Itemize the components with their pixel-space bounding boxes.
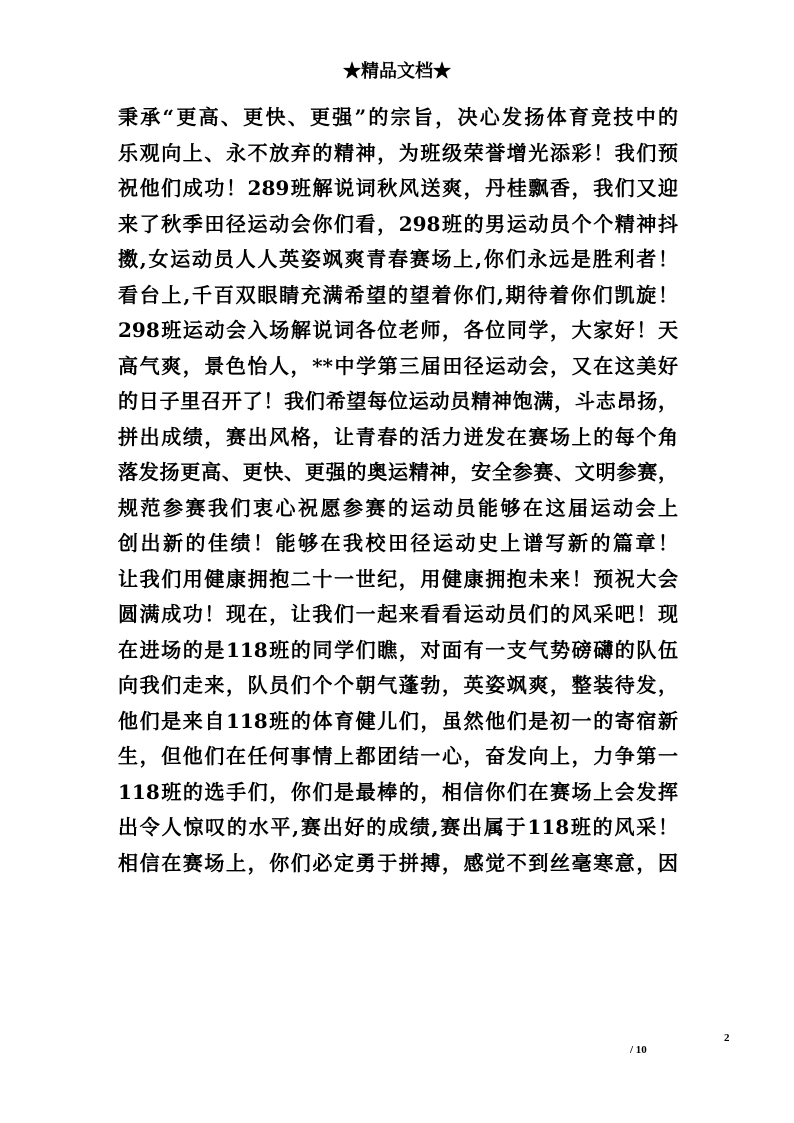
body-line: 向我们走来，队员们个个朝气蓬勃，英姿飒爽，整装待发， [118,673,678,697]
document-header-title: ★精品文档★ [343,61,451,82]
body-line: 298班运动会入场解说词各位老师，各位同学，大家好！天 [118,318,678,342]
body-line: 秉承“更高、更快、更强”的宗旨，决心发扬体育竞技中的 [118,105,678,129]
body-line: 生，但他们在任何事情上都团结一心，奋发向上，力争第一 [118,744,678,768]
body-line: 在进场的是118班的同学们瞧，对面有一支气势磅礴的队伍 [118,637,678,662]
body-line: 高气爽，景色怡人，**中学第三届田径运动会，又在这美好 [118,353,678,378]
body-line: 拼出成绩，赛出风格，让青春的活力迸发在赛场上的每个角 [118,424,678,449]
body-line: 擞,女运动员人人英姿飒爽青春赛场上,你们永远是胜利者！ [118,247,678,271]
body-line: 看台上,千百双眼睛充满希望的望着你们,期待着你们凯旋！ [118,282,678,307]
body-line: 的日子里召开了！我们希望每位运动员精神饱满，斗志昂扬， [118,389,678,413]
page-total: / 10 [630,1044,647,1056]
document-body [118,100,678,881]
body-line: 创出新的佳绩！能够在我校田径运动史上谱写新的篇章！ [118,531,678,555]
body-line: 让我们用健康拥抱二十一世纪，用健康拥抱未来！预祝大会 [118,566,678,591]
body-line: 规范参赛我们衷心祝愿参赛的运动员能够在这届运动会上 [118,495,678,520]
body-line: 118班的选手们，你们是最棒的，相信你们在赛场上会发挥 [118,779,678,804]
body-line: 祝他们成功！289班解说词秋风送爽，丹桂飘香，我们又迎 [118,176,678,200]
body-line: 出令人惊叹的水平,赛出好的成绩,赛出属于118班的风采！ [118,815,678,839]
body-line: 他们是来自118班的体育健儿们，虽然他们是初一的寄宿新 [118,708,678,733]
body-line: 相信在赛场上，你们必定勇于拼搏，感觉不到丝毫寒意，因 [118,850,678,875]
body-line: 圆满成功！现在，让我们一起来看看运动员们的风采吧！现 [118,602,678,626]
body-line: 落发扬更高、更快、更强的奥运精神，安全参赛、文明参赛， [118,460,678,484]
page-number: 2 [724,1032,730,1044]
body-line: 乐观向上、永不放弃的精神，为班级荣誉增光添彩！我们预 [118,140,678,165]
body-line: 来了秋季田径运动会你们看，298班的男运动员个个精神抖 [118,211,678,236]
